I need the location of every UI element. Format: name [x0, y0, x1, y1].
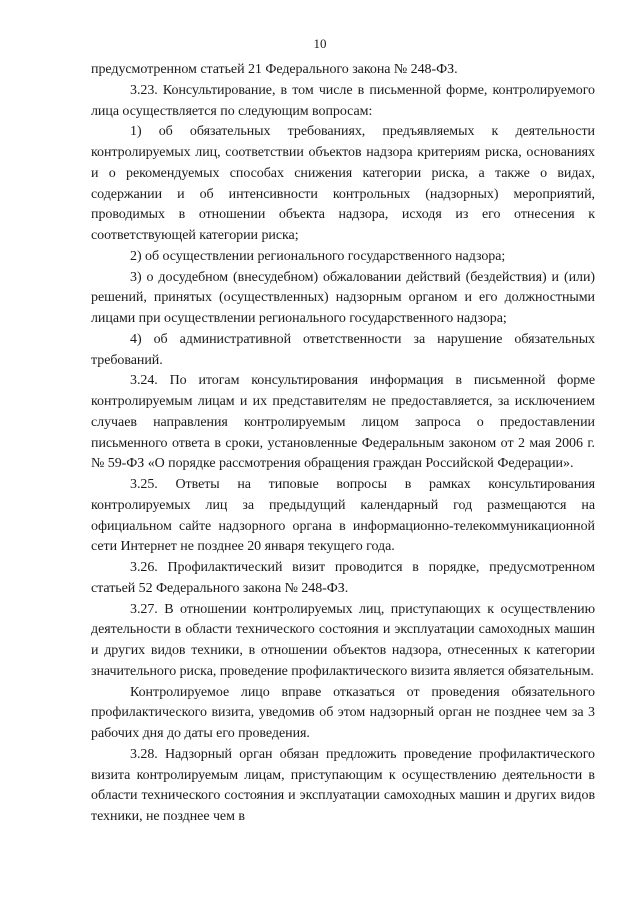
paragraph-3-23-item-2: 2) об осуществлении регионального государственного надзора;: [130, 248, 506, 264]
document-body: [91, 60, 595, 828]
paragraph-3-24: 3.24. По итогам консультирования информация в письменной форме контролируемым лицам и их представителям не предоставляется, за исключением случаев направления контролируемым лицом запроса о предоставлении письменного ответа в сроки, установленные Федеральным законом от 2 мая 2006 г. № 59-ФЗ «О порядке рассмотрения обращения граждан Российской Федерации».: [91, 373, 595, 472]
paragraph-3-23-item-1: 1) об обязательных требованиях, предъявляемых к деятельности контролируемых лиц, соответствии объектов надзора критериям риска, основаниях и о рекомендуемых способах снижения категории риска, а также о видах, содержании и об интенсивности контрольных (надзорных) мероприятий, проводимых в отношении объекта надзора, исходя из его отнесения к соответствующей категории риска;: [91, 124, 595, 243]
paragraph-3-23: 3.23. Консультирование, в том числе в письменной форме, контролируемого лица осуществляется по следующим вопросам:: [91, 82, 595, 119]
paragraph-continuation: предусмотренном статьей 21 Федерального закона № 248-ФЗ.: [91, 62, 458, 77]
page-number: 10: [313, 36, 327, 51]
paragraph-3-27: 3.27. В отношении контролируемых лиц, приступающих к осуществлению деятельности в области технического состояния и эксплуатации самоходных машин и других видов техники, в отношении объектов надзора, отнесенных к категории значительного риска, проведение профилактического визита является обязательным.: [91, 601, 595, 679]
paragraph-3-27-refusal: Контролируемое лицо вправе отказаться от проведения обязательного профилактического визита, уведомив об этом надзорный орган не позднее чем за 3 рабочих дня до даты его проведения.: [91, 684, 595, 741]
paragraph-3-23-item-3: 3) о досудебном (внесудебном) обжаловании действий (бездействия) и (или) решений, принятых (осуществленных) надзорным органом и его должностными лицами при осуществлении регионального государственного надзора;: [91, 269, 595, 326]
paragraph-3-25: 3.25. Ответы на типовые вопросы в рамках консультирования контролируемых лиц за предыдущий календарный год размещаются на официальном сайте надзорного органа в информационно-телекоммуникационной сети Интернет не позднее 20 января текущего года.: [91, 477, 595, 555]
paragraph-3-23-item-4: 4) об административной ответственности за нарушение обязательных требований.: [91, 331, 595, 368]
paragraph-3-26: 3.26. Профилактический визит проводится в порядке, предусмотренном статьей 52 Федерального закона № 248-ФЗ.: [91, 560, 595, 596]
paragraph-3-28: 3.28. Надзорный орган обязан предложить проведение профилактического визита контролируемым лицам, приступающим к осуществлению деятельности в области технического состояния и эксплуатации самоходных машин и других видов техники, не позднее чем в: [91, 746, 595, 824]
